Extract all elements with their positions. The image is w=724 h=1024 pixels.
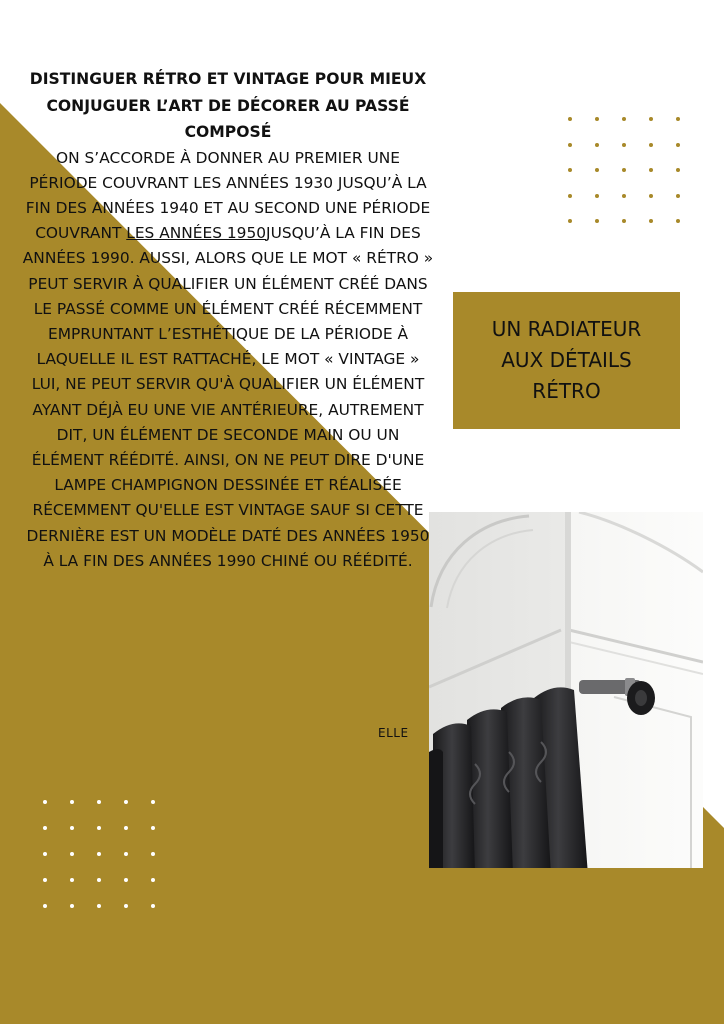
decorative-dot bbox=[43, 800, 47, 804]
decorative-dots-bottom bbox=[43, 800, 155, 908]
decorative-dot bbox=[70, 904, 74, 908]
decorative-dot bbox=[43, 852, 47, 856]
decorative-dot bbox=[649, 117, 653, 121]
decorative-dot bbox=[70, 800, 74, 804]
decorative-dot bbox=[151, 878, 155, 882]
decorative-dot bbox=[676, 117, 680, 121]
decorative-dot bbox=[595, 194, 599, 198]
decorative-dot bbox=[676, 168, 680, 172]
decorative-dot bbox=[622, 194, 626, 198]
decorative-dot bbox=[595, 168, 599, 172]
decorative-dot bbox=[151, 904, 155, 908]
article-body bbox=[22, 146, 434, 574]
decorative-dot bbox=[70, 852, 74, 856]
article-source: ELLE bbox=[378, 726, 409, 740]
radiator-photo bbox=[429, 512, 703, 868]
decorative-dot bbox=[649, 194, 653, 198]
decorative-dot bbox=[70, 878, 74, 882]
decorative-dot bbox=[124, 904, 128, 908]
decorative-dot bbox=[676, 219, 680, 223]
decorative-dot bbox=[595, 219, 599, 223]
decorative-dot bbox=[676, 194, 680, 198]
decorative-dot bbox=[97, 826, 101, 830]
decorative-dot bbox=[622, 143, 626, 147]
decorative-dot bbox=[595, 117, 599, 121]
decorative-dot bbox=[622, 168, 626, 172]
decorative-dot bbox=[151, 826, 155, 830]
article-body-part2: JUSQU’À LA FIN DES ANNÉES 1990. AUSSI, ALORS QUE LE MOT « RÉTRO » PEUT SERVIR À QUALIFIER UN ÉLÉMENT CRÉÉ DANS LE PASSÉ COMME UN ÉLÉMENT CRÉÉ RÉCEMMENT EMPRUNTANT L’ESTHÉTIQUE DE LA PÉRIODE À LAQUELLE IL EST RATTACHÉ, LE MOT « VINTAGE » LUI, NE PEUT SERVIR QU'À QUALIFIER UN ÉLÉMENT AYANT DÉJÀ EU UNE VIE ANTÉRIEURE, AUTREMENT DIT, UN ÉLÉMENT DE SECONDE MAIN OU UN ÉLÉMENT RÉÉDITÉ. AINSI, ON NE PEUT DIRE D'UNE LAMPE CHAMPIGNON DESSINÉE ET RÉALISÉE RÉCEMMENT QU'ELLE EST VINTAGE SAUF SI CETTE DERNIÈRE EST UN MODÈLE DATÉ DES ANNÉES 1950 À LA FIN DES ANNÉES 1990 CHINÉ OU RÉÉDITÉ. bbox=[22, 224, 434, 570]
decorative-dot bbox=[97, 800, 101, 804]
decorative-dot bbox=[649, 219, 653, 223]
decorative-dot bbox=[97, 904, 101, 908]
decorative-dot bbox=[151, 800, 155, 804]
decorative-dot bbox=[595, 143, 599, 147]
decorative-dot bbox=[676, 143, 680, 147]
caption-text: UN RADIATEUR AUX DÉTAILS RÉTRO bbox=[491, 317, 642, 403]
article-body-part1: ON S’ACCORDE À DONNER AU PREMIER UNE PÉRIODE COUVRANT LES ANNÉES 1930 JUSQU’À LA FIN DES ANNÉES 1940 ET AU SECOND UNE PÉRIODE COUVRANT bbox=[25, 148, 431, 243]
decorative-dots-top bbox=[568, 117, 680, 223]
decorative-dot bbox=[568, 117, 572, 121]
decorative-dot bbox=[124, 878, 128, 882]
decorative-dot bbox=[43, 826, 47, 830]
decorative-dot bbox=[124, 800, 128, 804]
article-title: DISTINGUER RÉTRO ET VINTAGE POUR MIEUX CONJUGUER L’ART DE DÉCORER AU PASSÉ COMPOSÉ bbox=[29, 70, 427, 141]
decorative-dot bbox=[124, 826, 128, 830]
decorative-dot bbox=[43, 878, 47, 882]
decorative-dot bbox=[568, 194, 572, 198]
decorative-dot bbox=[649, 168, 653, 172]
decorative-dot bbox=[622, 117, 626, 121]
decorative-dot bbox=[568, 219, 572, 223]
decorative-dot bbox=[97, 878, 101, 882]
decorative-dot bbox=[124, 852, 128, 856]
decorative-dot bbox=[622, 219, 626, 223]
decorative-dot bbox=[151, 852, 155, 856]
decorative-dot bbox=[97, 852, 101, 856]
caption-box bbox=[453, 292, 680, 429]
article bbox=[22, 66, 434, 574]
decorative-dot bbox=[70, 826, 74, 830]
decorative-dot bbox=[43, 904, 47, 908]
decorative-dot bbox=[568, 168, 572, 172]
decorative-dot bbox=[568, 143, 572, 147]
decorative-dot bbox=[649, 143, 653, 147]
article-link-annees-1950[interactable]: LES ANNÉES 1950 bbox=[126, 224, 267, 243]
